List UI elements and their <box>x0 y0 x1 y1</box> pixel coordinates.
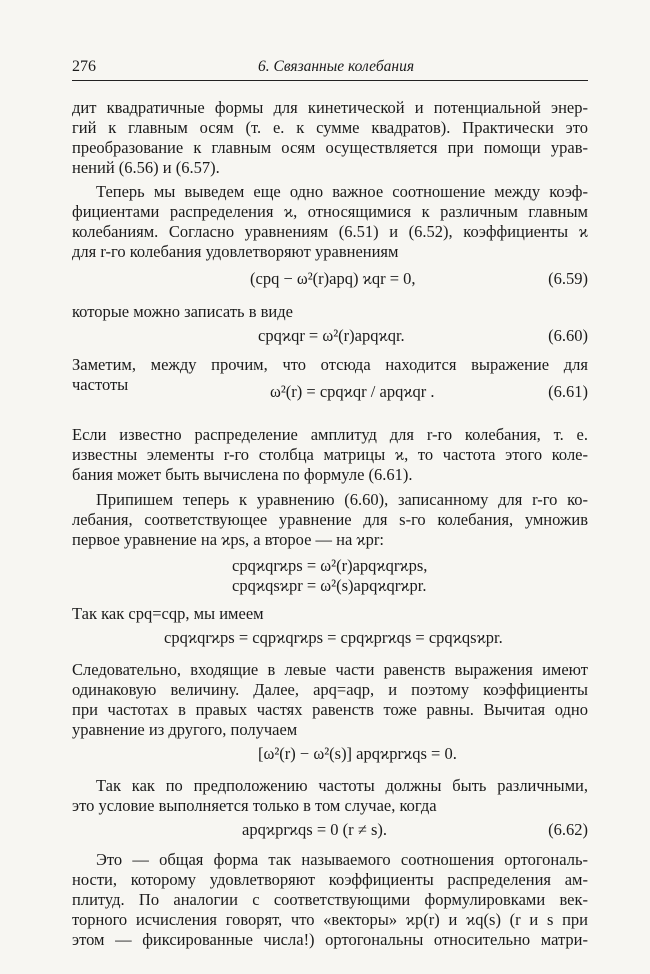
text-line: фициентами распределения ϰ, относящимися к различным главным <box>72 202 588 221</box>
text-line: Заметим, между прочим, что отсюда находится выражение для <box>72 355 588 374</box>
text-line: бания может быть вычислена по формуле (6.61). <box>72 465 413 484</box>
equation-6-60: cpqϰqr = ω²(r)apqϰqr. <box>258 326 405 345</box>
text-line: лебания, соответствующее уравнение для s-го колебания, умножив <box>72 510 588 529</box>
text-line: которые можно записать в виде <box>72 302 293 321</box>
text-line: плитуд. По аналогии с соответствующими формулировками век- <box>72 890 588 909</box>
equation-6-62: apqϰprϰqs = 0 (r ≠ s). <box>242 820 387 839</box>
text-line: гий к главным осям (т. е. к сумме квадратов). Практически это <box>72 118 588 137</box>
text-line: Так как cpq=cqp, мы имеем <box>72 604 264 623</box>
text-line: дит квадратичные формы для кинетической и потенциальной энер- <box>72 98 588 117</box>
text-line: Следовательно, входящие в левые части равенств выражения имеют <box>72 660 588 679</box>
text-line: нений (6.56) и (6.57). <box>72 158 220 177</box>
text-line: при частотах в правых частях равенств тоже равны. Вычитая одно <box>72 700 588 719</box>
text-line: ности, которому удовлетворяют коэффициенты распределения ам- <box>72 870 588 889</box>
text-line: одинаковую величину. Далее, apq=aqp, и поэтому коэффициенты <box>72 680 588 699</box>
equation-6-59: (cpq − ω²(r)apq) ϰqr = 0, <box>250 269 416 288</box>
equation-number: (6.62) <box>548 820 588 839</box>
text-line: этом — фиксированные числа!) ортогональны относительно матри- <box>72 930 588 949</box>
equation-number: (6.59) <box>548 269 588 288</box>
text-line: Припишем теперь к уравнению (6.60), записанному для r-го ко- <box>96 490 588 509</box>
equation-s: cpqϰqsϰpr = ω²(s)apqϰqrϰpr. <box>232 576 427 595</box>
text-line: это условие выполняется только в том случае, когда <box>72 796 437 815</box>
running-header <box>72 58 588 81</box>
text-line: Это — общая форма так называемого соотношения ортогональ- <box>96 850 588 869</box>
text-line: Так как по предположению частоты должны быть различными, <box>96 776 588 795</box>
equation-r: cpqϰqrϰps = ω²(r)apqϰqrϰps, <box>232 556 428 575</box>
chapter-title: 6. Связанные колебания <box>258 58 415 75</box>
text-line: Если известно распределение амплитуд для r-го колебания, т. е. <box>72 425 588 444</box>
text-line: преобразование к главным осям осуществляется при помощи урав- <box>72 138 588 157</box>
text-line: уравнение из другого, получаем <box>72 720 298 739</box>
text-line: известны элементы r-го столбца матрицы ϰ, то частота этого коле- <box>72 445 588 464</box>
text-line: Теперь мы выведем еще одно важное соотношение между коэф- <box>96 182 588 201</box>
text-line: колебаниям. Согласно уравнениям (6.51) и (6.52), коэффициенты ϰ <box>72 222 588 241</box>
text-line: частоты <box>72 375 129 394</box>
equation-number: (6.60) <box>548 326 588 345</box>
equation-chain: cpqϰqrϰps = cqpϰqrϰps = cpqϰprϰqs = cpqϰqsϰpr. <box>164 628 503 647</box>
text-line: для r-го колебания удовлетворяют уравнениям <box>72 242 399 261</box>
equation-number: (6.61) <box>548 382 588 401</box>
text-line: торного исчисления говорят, что «векторы» ϰp(r) и ϰq(s) (r и s при <box>72 910 588 929</box>
page-number: 276 <box>72 58 96 75</box>
text-line: первое уравнение на ϰps, а второе — на ϰpr: <box>72 530 384 549</box>
equation-6-61: ω²(r) = cpqϰqr / apqϰqr . <box>270 382 435 401</box>
equation-difference: [ω²(r) − ω²(s)] apqϰprϰqs = 0. <box>258 744 457 763</box>
